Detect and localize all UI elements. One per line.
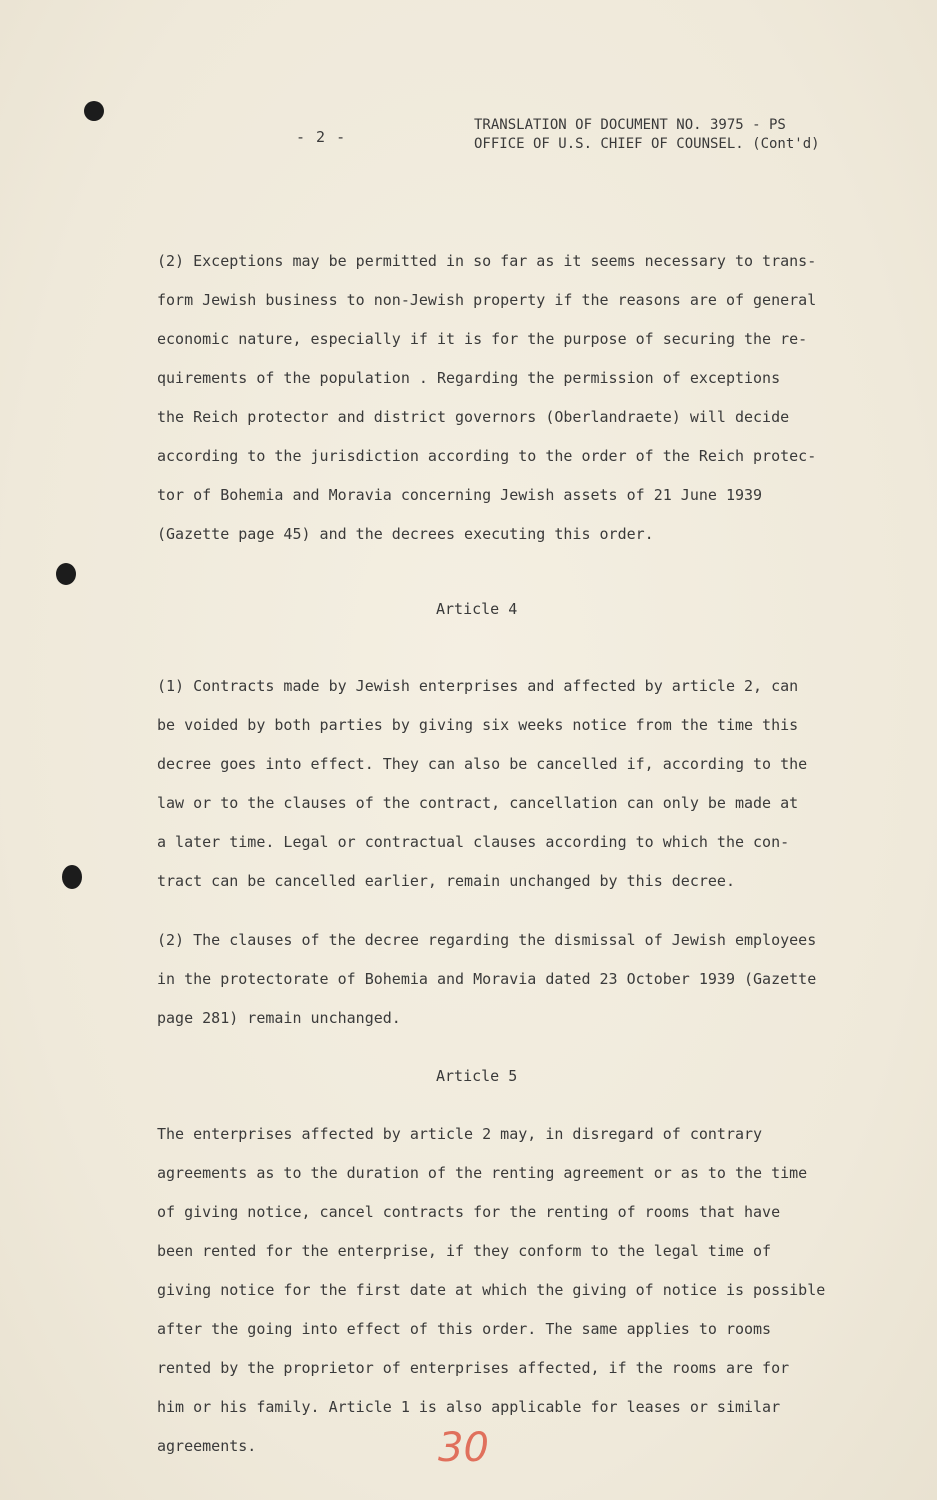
text-line: economic nature, especially if it is for the purpose of securing the re- — [157, 330, 808, 348]
text-line: giving notice for the first date at which the giving of notice is possible — [157, 1281, 826, 1299]
paragraph-article-4-2 — [157, 921, 872, 1038]
handwritten-folio-number: 30 — [438, 1425, 489, 1471]
text-line: The enterprises affected by article 2 may, in disregard of contrary — [157, 1125, 763, 1143]
page-number: - 2 - — [296, 128, 347, 146]
text-line: agreements as to the duration of the renting agreement or as to the time — [157, 1164, 808, 1182]
text-line: the Reich protector and district governors (Oberlandraete) will decide — [157, 408, 790, 426]
document-header — [474, 116, 820, 154]
text-line: page 281) remain unchanged. — [157, 1009, 401, 1027]
paragraph-article-5 — [157, 1115, 872, 1466]
text-line: rented by the proprietor of enterprises affected, if the rooms are for — [157, 1359, 790, 1377]
text-line: of giving notice, cancel contracts for the renting of rooms that have — [157, 1203, 781, 1221]
text-line: a later time. Legal or contractual clauses according to which the con- — [157, 833, 790, 851]
text-line: tract can be cancelled earlier, remain unchanged by this decree. — [157, 872, 735, 890]
paragraph-exceptions — [157, 242, 872, 554]
text-line: (1) Contracts made by Jewish enterprises and affected by article 2, can — [157, 677, 799, 695]
text-line: after the going into effect of this order. The same applies to rooms — [157, 1320, 772, 1338]
paragraph-article-4-1 — [157, 667, 872, 901]
text-line: according to the jurisdiction according to the order of the Reich protec- — [157, 447, 817, 465]
text-line: (Gazette page 45) and the decrees executing this order. — [157, 525, 654, 543]
text-line: in the protectorate of Bohemia and Moravia dated 23 October 1939 (Gazette — [157, 970, 817, 988]
text-line: been rented for the enterprise, if they conform to the legal time of — [157, 1242, 772, 1260]
header-line-1: TRANSLATION OF DOCUMENT NO. 3975 - PS — [474, 117, 786, 133]
punch-hole-bottom — [62, 865, 82, 889]
punch-hole-middle — [56, 563, 76, 585]
text-line: agreements. — [157, 1437, 257, 1455]
article-5-heading: Article 5 — [436, 1067, 518, 1085]
text-line: him or his family. Article 1 is also applicable for leases or similar — [157, 1398, 781, 1416]
text-line: tor of Bohemia and Moravia concerning Jewish assets of 21 June 1939 — [157, 486, 763, 504]
text-line: decree goes into effect. They can also be cancelled if, according to the — [157, 755, 808, 773]
text-line: be voided by both parties by giving six weeks notice from the time this — [157, 716, 799, 734]
text-line: law or to the clauses of the contract, cancellation can only be made at — [157, 794, 799, 812]
text-line: quirements of the population . Regarding the permission of exceptions — [157, 369, 781, 387]
text-line: form Jewish business to non-Jewish property if the reasons are of general — [157, 291, 817, 309]
article-4-heading: Article 4 — [436, 600, 518, 618]
text-line: (2) Exceptions may be permitted in so far as it seems necessary to trans- — [157, 252, 817, 270]
punch-hole-top — [84, 101, 104, 121]
text-line: (2) The clauses of the decree regarding the dismissal of Jewish employees — [157, 931, 817, 949]
header-line-2: OFFICE OF U.S. CHIEF OF COUNSEL. (Cont'd) — [474, 136, 820, 152]
